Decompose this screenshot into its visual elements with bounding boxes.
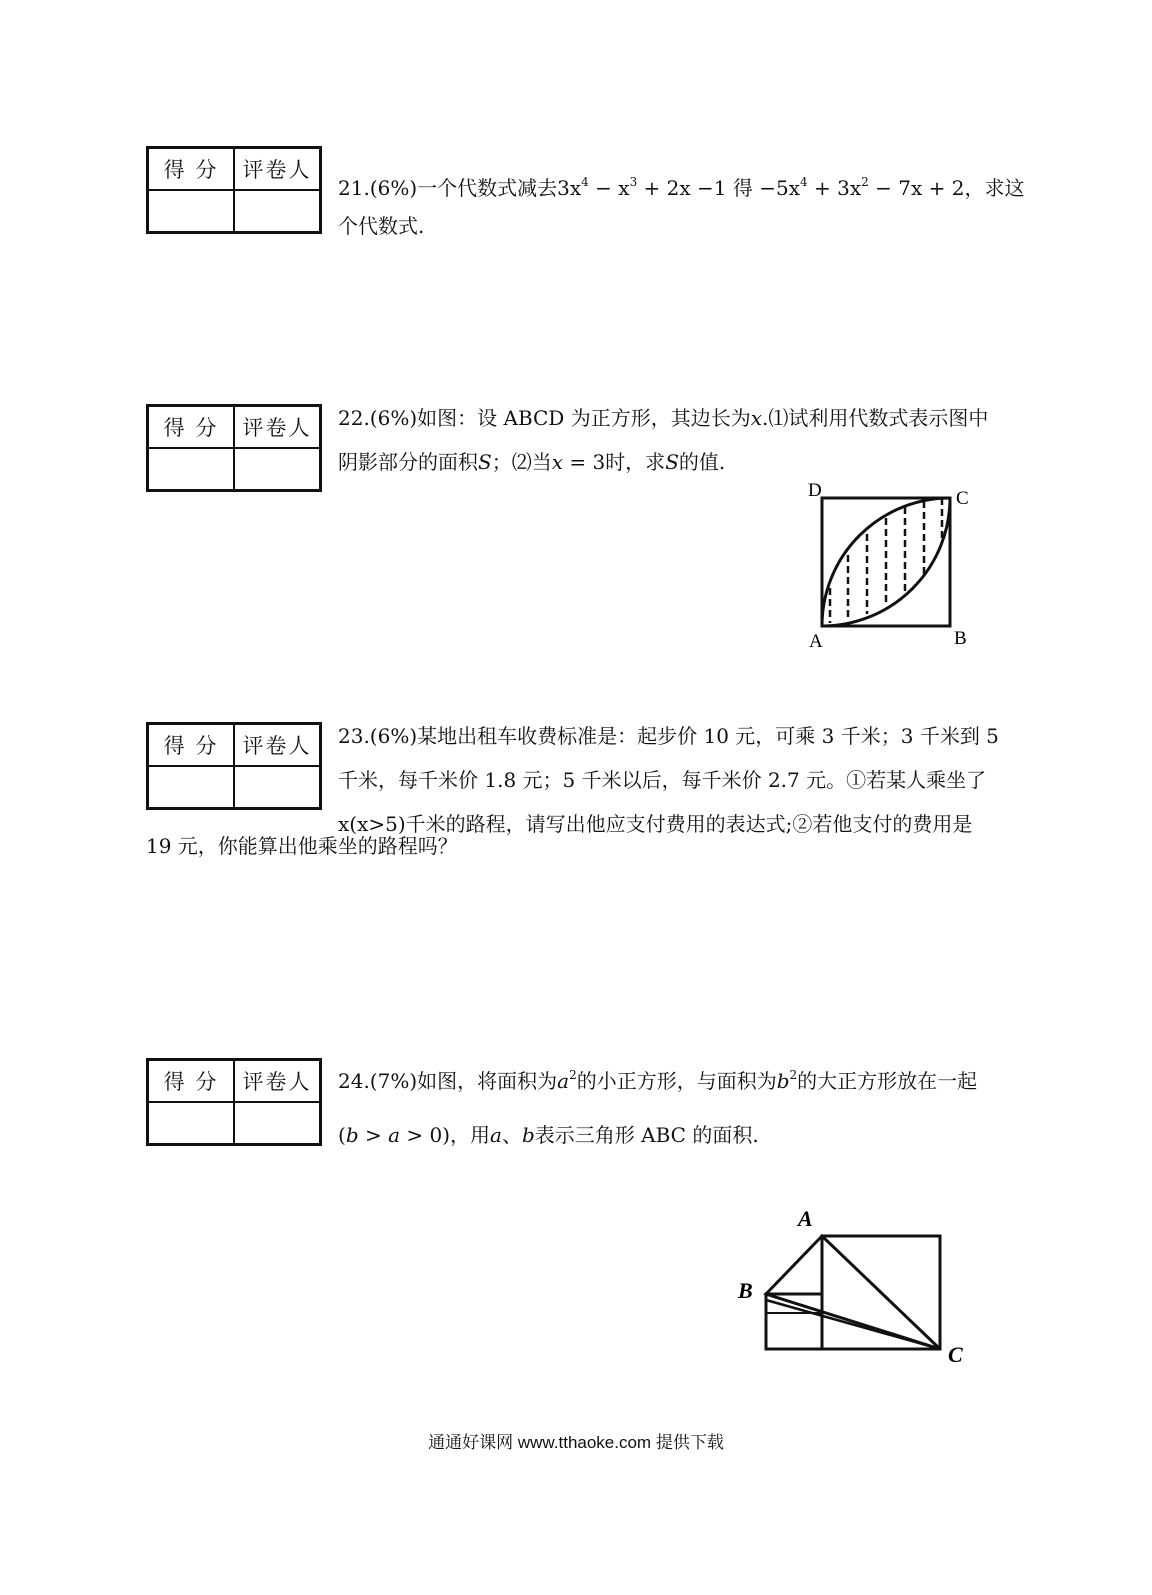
grader-label: 评卷人	[234, 148, 321, 191]
score-cell[interactable]	[148, 766, 235, 809]
grader-label: 评卷人	[234, 1060, 321, 1103]
score-table-q22	[146, 404, 322, 492]
square-abcd-figure	[800, 480, 1000, 650]
question-21-line-2: 个代数式.	[338, 214, 425, 238]
label-b: B	[738, 1278, 753, 1303]
grader-cell[interactable]	[234, 766, 321, 809]
question-23-line-2: 千米，每千米价 1.8 元；5 千米以后，每千米价 2.7 元。①若某人乘坐了	[338, 768, 987, 792]
grader-cell[interactable]	[234, 1102, 321, 1145]
label-c: C	[948, 1342, 963, 1367]
footer-text: 通通好课网 www.tthaoke.com 提供下载	[428, 1433, 724, 1452]
score-table-q23	[146, 722, 322, 810]
question-23-line-3: x(x>5)千米的路程，请写出他应支付费用的表达式;②若他支付的费用是	[338, 812, 973, 836]
question-22-line-1: 22.(6%)如图：设 ABCD 为正方形，其边长为x.⑴试利用代数式表示图中	[338, 406, 989, 430]
label-d: D	[808, 480, 822, 501]
label-c: C	[956, 488, 969, 509]
question-23-line-1: 23.(6%)某地出租车收费标准是：起步价 10 元，可乘 3 千米；3 千米到 5	[338, 724, 999, 748]
score-label: 得 分	[148, 1060, 235, 1103]
label-b: B	[954, 628, 967, 649]
grader-label: 评卷人	[234, 406, 321, 449]
question-24-line-2: (b > a > 0)，用a、b表示三角形 ABC 的面积.	[338, 1123, 759, 1147]
score-label: 得 分	[148, 148, 235, 191]
score-label: 得 分	[148, 406, 235, 449]
score-cell[interactable]	[148, 1102, 235, 1145]
score-cell[interactable]	[148, 448, 235, 491]
label-a: A	[798, 1206, 813, 1231]
question-21	[338, 160, 1024, 248]
question-24	[338, 1053, 977, 1157]
grader-label: 评卷人	[234, 724, 321, 767]
question-22-line-2: 阴影部分的面积S；⑵当x = 3时，求S的值.	[338, 450, 726, 474]
score-cell[interactable]	[148, 190, 235, 233]
question-21-line-1: 21.(6%)一个代数式减去$3x^4 - x^3 + 2x -1$ 得 $-5x^4 + 3x^2 - 7x + 2$，求这	[338, 175, 1025, 200]
grader-cell[interactable]	[234, 448, 321, 491]
label-a: A	[809, 631, 823, 652]
score-label: 得 分	[148, 724, 235, 767]
question-24-line-1: 24.(7%)如图，将面积为$a^2$的小正方形，与面积为$b^2$的大正方形放在一起	[338, 1068, 978, 1093]
score-table-q21	[146, 146, 322, 234]
triangle-abc-figure	[730, 1200, 990, 1390]
grader-cell[interactable]	[234, 190, 321, 233]
question-22	[338, 396, 988, 484]
score-table-q24	[146, 1058, 322, 1146]
question-23-line-4: 19 元，你能算出他乘坐的路程吗？	[146, 834, 458, 858]
